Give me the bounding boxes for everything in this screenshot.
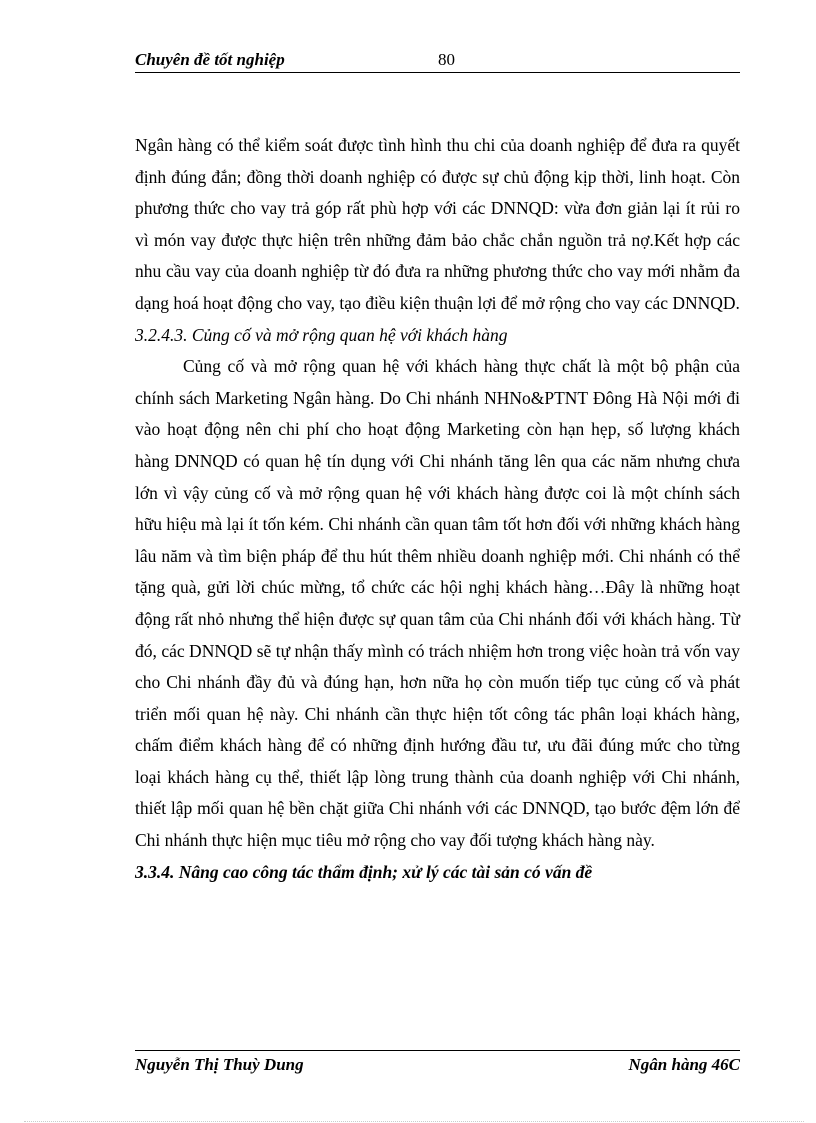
page-bottom-divider	[24, 1121, 804, 1122]
footer-class: Ngân hàng 46C	[628, 1055, 740, 1074]
paragraph-1: Ngân hàng có thể kiểm soát được tình hình thu chi của doanh nghiệp để đưa ra quyết định đúng đắn; đồng thời doanh nghiệp có được sự chủ động kịp thời, linh hoạt. Còn phương thức cho vay trả góp rất phù hợp với các DNNQD: vừa đơn giản lại ít rủi ro vì món vay được thực hiện trên những đảm bảo chắc chắn nguồn trả nợ.Kết hợp các nhu cầu vay của doanh nghiệp từ đó đưa ra những phương thức cho vay mới nhằm đa dạng hoá hoạt động cho vay, tạo điều kiện thuận lợi để mở rộng cho vay các DNNQD.	[135, 135, 740, 313]
page-footer	[135, 1050, 740, 1079]
section-heading-3-2-4-3: 3.2.4.3. Củng cố và mở rộng quan hệ với khách hàng	[135, 324, 508, 345]
section-heading-3-3-4: 3.3.4. Nâng cao công tác thẩm định; xử lý các tài sản có vấn đề	[135, 861, 593, 882]
header-title: Chuyên đề tốt nghiệp	[135, 50, 285, 69]
document-body	[135, 130, 740, 888]
paragraph-2: Củng cố và mở rộng quan hệ với khách hàng thực chất là một bộ phận của chính sách Marketing Ngân hàng. Do Chi nhánh NHNo&PTNT Đông Hà Nội mới đi vào hoạt động nên chi phí cho hoạt động Marketing còn hạn hẹp, số lượng khách hàng DNNQD có quan hệ tín dụng với Chi nhánh tăng lên qua các năm nhưng chưa lớn vì vậy củng cố và mở rộng quan hệ với khách hàng được coi là một chính sách hữu hiệu mà lại ít tốn kém. Chi nhánh cần quan tâm tốt hơn đối với những khách hàng lâu năm và tìm biện pháp để thu hút thêm nhiều doanh nghiệp mới. Chi nhánh có thể tặng quà, gửi lời chúc mừng, tổ chức các hội nghị khách hàng…Đây là những hoạt động rất nhỏ nhưng thể hiện được sự quan tâm của Chi nhánh đối với khách hàng. Từ đó, các DNNQD sẽ tự nhận thấy mình có trách nhiệm hơn trong việc hoàn trả vốn vay cho Chi nhánh đầy đủ và đúng hạn, hơn nữa họ còn muốn tiếp tục củng cố và phát triển mối quan hệ này. Chi nhánh cần thực hiện tốt công tác phân loại khách hàng, chấm điểm khách hàng để có những định hướng đầu tư, ưu đãi đúng mức cho từng loại khách hàng cụ thể, thiết lập lòng trung thành của doanh nghiệp với Chi nhánh, thiết lập mối quan hệ bền chặt giữa Chi nhánh với các DNNQD, tạo bước đệm lớn để Chi nhánh thực hiện mục tiêu mở rộng cho vay đối tượng khách hàng này.	[135, 356, 740, 851]
page-header	[135, 48, 740, 73]
page-number: 80	[438, 50, 455, 69]
footer-author: Nguyễn Thị Thuỳ Dung	[135, 1055, 304, 1074]
